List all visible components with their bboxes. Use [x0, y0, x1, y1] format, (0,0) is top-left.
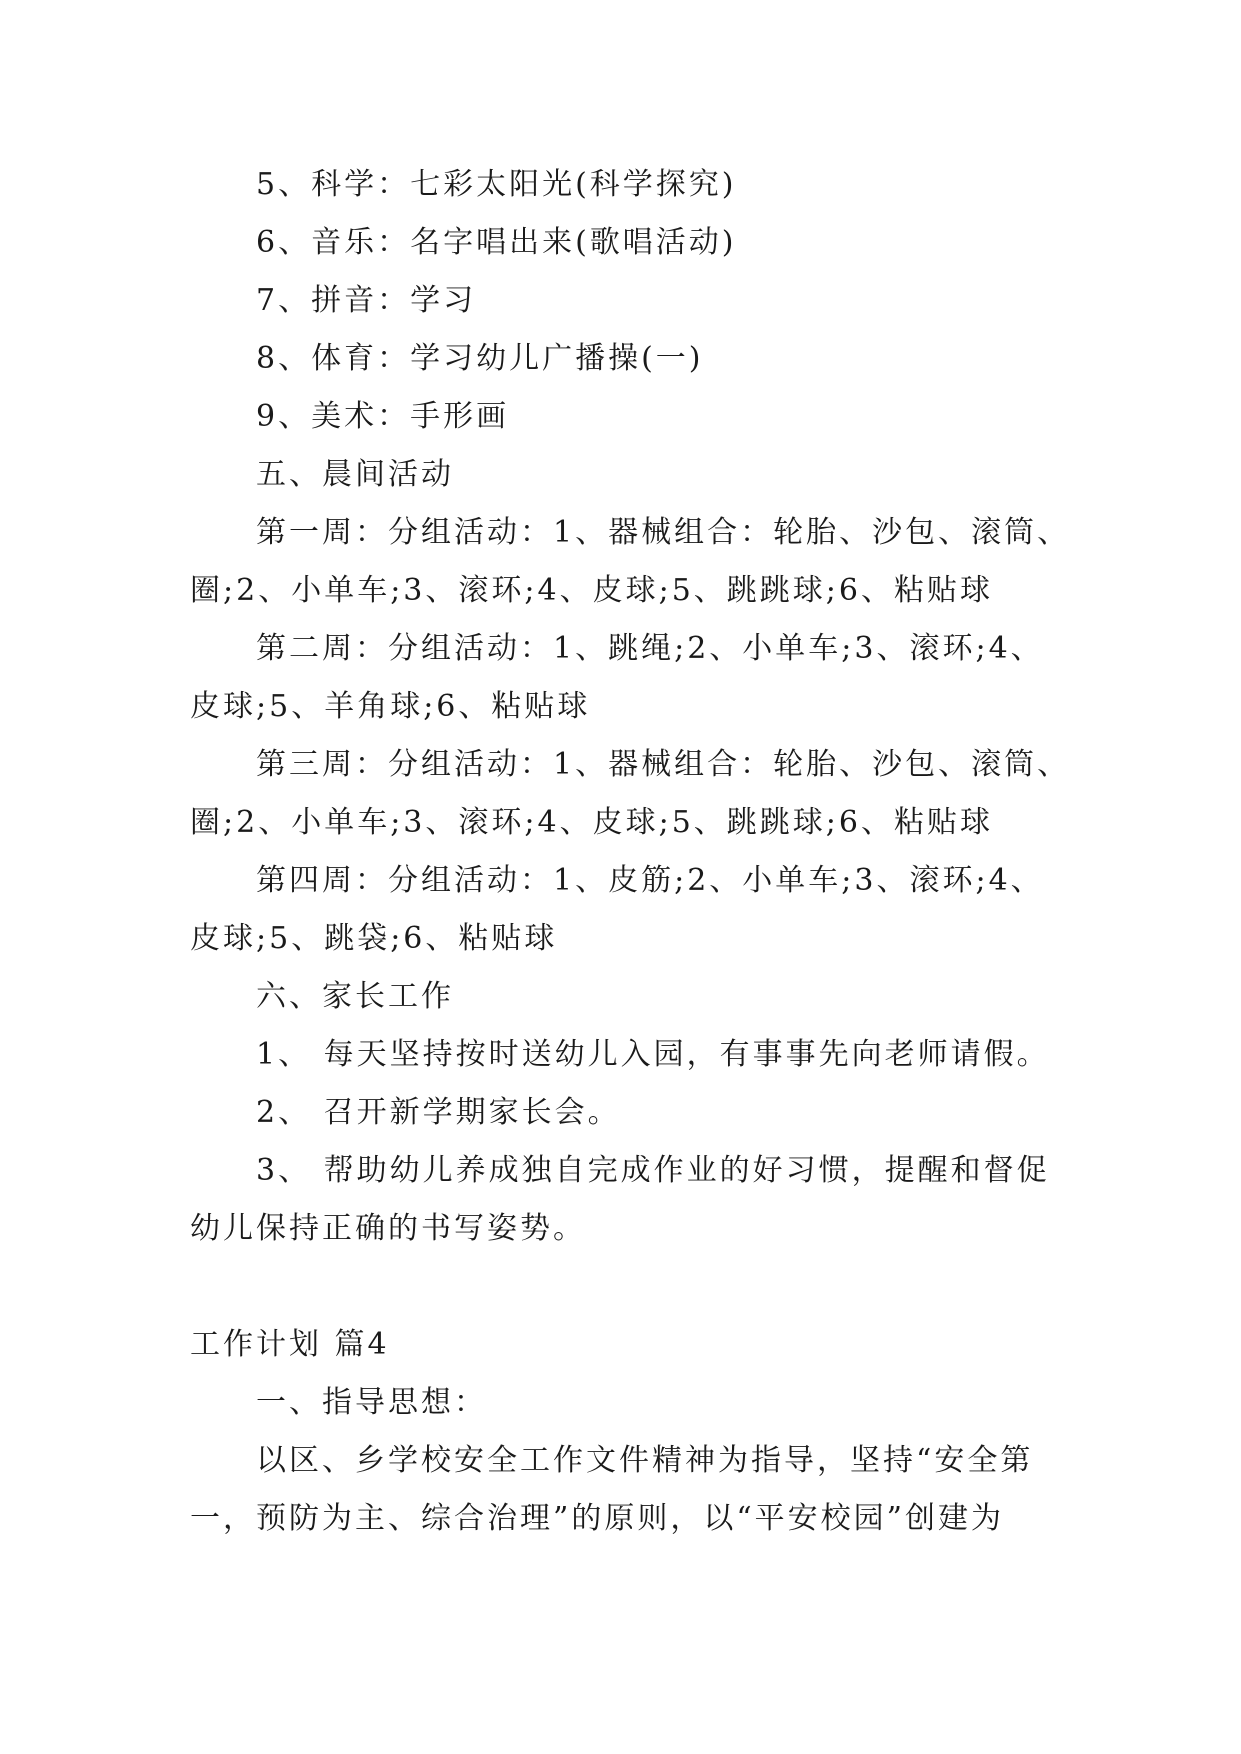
list-item-pe: 8、体育：学习幼儿广播操(一)	[256, 341, 704, 376]
week4-line2: 皮球;5、跳袋;6、粘贴球	[190, 921, 558, 956]
section-heading-guiding-ideology: 一、指导思想：	[256, 1385, 487, 1420]
week1-line2: 圈;2、小单车;3、滚环;4、皮球;5、跳跳球;6、粘贴球	[190, 573, 993, 608]
week4-line1: 第四周：分组活动：1、皮筋;2、小单车;3、滚环;4、	[256, 863, 1044, 898]
week1-line1: 第一周：分组活动：1、器械组合：轮胎、沙包、滚筒、	[256, 515, 1071, 550]
week3-line1: 第三周：分组活动：1、器械组合：轮胎、沙包、滚筒、	[256, 747, 1071, 782]
week2-line1: 第二周：分组活动：1、跳绳;2、小单车;3、滚环;4、	[256, 631, 1044, 666]
list-item-science: 5、科学：七彩太阳光(科学探究)	[256, 167, 737, 202]
list-item-music: 6、音乐：名字唱出来(歌唱活动)	[256, 225, 737, 260]
parent-item-3-line1: 3、 帮助幼儿养成独自完成作业的好习惯，提醒和督促	[256, 1153, 1050, 1188]
paragraph-line1: 以区、乡学校安全工作文件精神为指导，坚持“安全第	[256, 1443, 1034, 1478]
week2-line2: 皮球;5、羊角球;6、粘贴球	[190, 689, 591, 724]
week3-line2: 圈;2、小单车;3、滚环;4、皮球;5、跳跳球;6、粘贴球	[190, 805, 993, 840]
list-item-art: 9、美术：手形画	[256, 399, 510, 434]
list-item-pinyin: 7、拼音：学习	[256, 283, 477, 318]
plan-title: 工作计划 篇4	[190, 1327, 390, 1362]
parent-item-1: 1、 每天坚持按时送幼儿入园，有事事先向老师请假。	[256, 1037, 1050, 1072]
section-heading-parent-work: 六、家长工作	[256, 979, 454, 1014]
parent-item-3-line2: 幼儿保持正确的书写姿势。	[190, 1211, 586, 1246]
section-heading-morning-activities: 五、晨间活动	[256, 457, 454, 492]
paragraph-line2: 一，预防为主、综合治理”的原则，以“平安校园”创建为	[190, 1501, 1005, 1536]
parent-item-2: 2、 召开新学期家长会。	[256, 1095, 621, 1130]
